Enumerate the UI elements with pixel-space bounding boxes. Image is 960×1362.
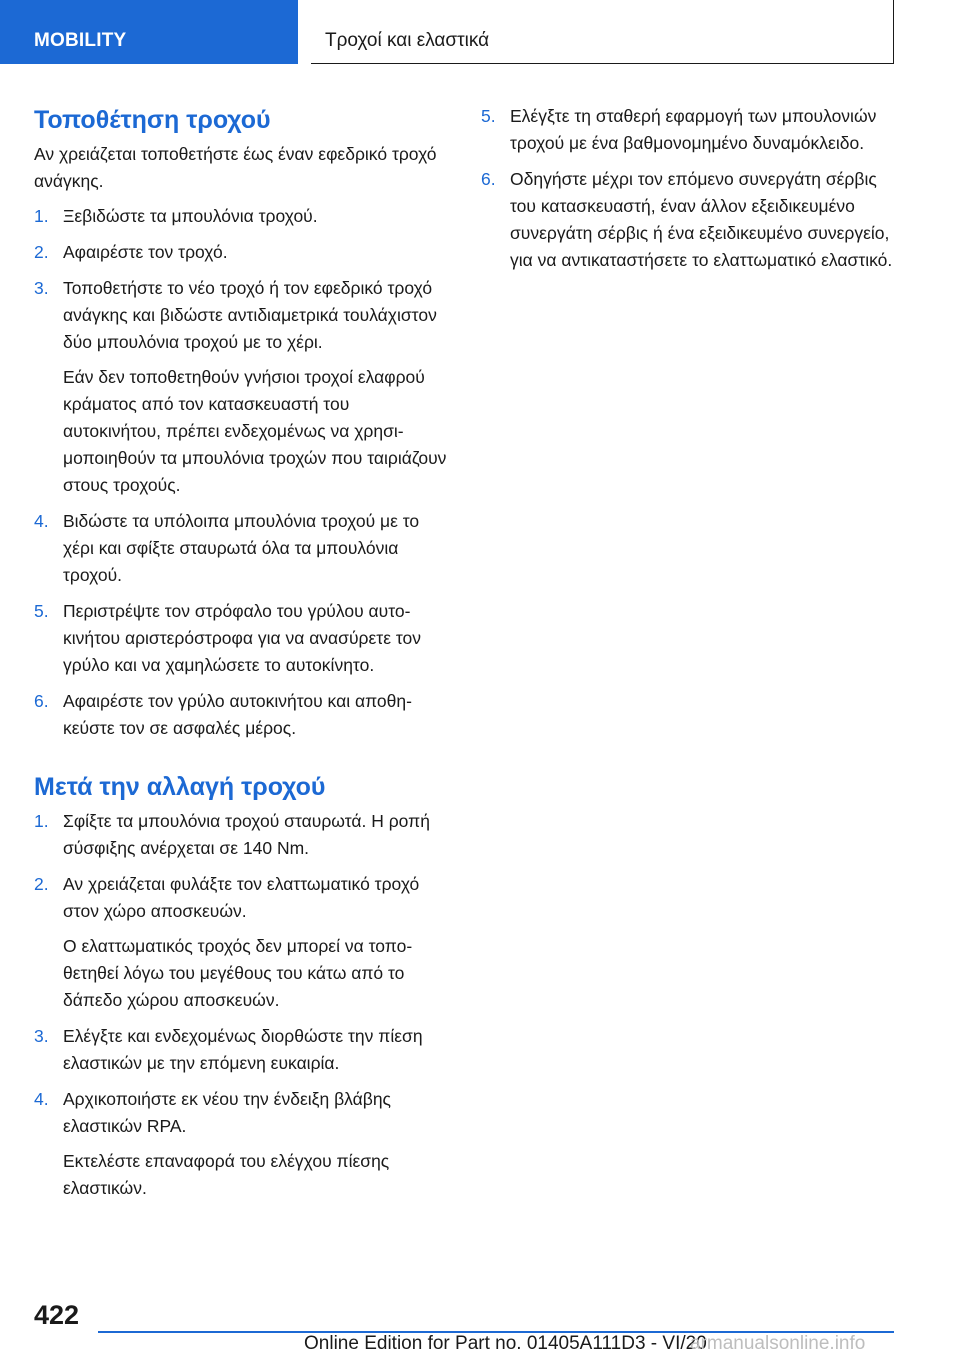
list-item — [34, 688, 450, 742]
after-change-steps-list-continued — [481, 103, 897, 274]
step-number: 4. — [34, 1089, 49, 1109]
section-tab-label: MOBILITY — [34, 30, 127, 51]
list-item — [34, 239, 450, 266]
step-number: 3. — [34, 278, 49, 298]
step-note: Ο ελαττωματικός τροχός δεν μπορεί να τοποθετηθεί λόγω του μεγέθους του κάτω από το δάπεδο χώρου αποσκευών. — [63, 936, 413, 1010]
step-number: 5. — [481, 106, 496, 126]
step-text: Ελέγξτε τη σταθερή εφαρμογή των μπουλονιών τροχού με ένα βαθμονομημένο δυναμόκλειδο. — [510, 106, 877, 153]
after-change-steps-list — [34, 808, 450, 1202]
edition-text: Online Edition for Part no. 01405A111D3 - VI/20 — [304, 1333, 707, 1354]
list-item — [34, 203, 450, 230]
list-item — [481, 103, 897, 157]
list-item — [34, 871, 450, 1014]
step-number: 3. — [34, 1026, 49, 1046]
step-text: Βιδώστε τα υπόλοιπα μπουλόνια τροχού με το χέρι και σφίξτε σταυρωτά όλα τα μπουλόνια τροχού. — [63, 511, 420, 585]
step-note: Εάν δεν τοποθετηθούν γνήσιοι τροχοί ελαφρού κράματος από τον κατασκευαστή του αυτοκινήτου, πρέπει ενδεχομένως να χρησιμοποιηθούν τα μπουλόνια τροχών που ταιριάζουν στους τροχούς. — [63, 367, 447, 495]
step-number: 5. — [34, 601, 49, 621]
section-heading-after-wheel-change: Μετά την αλλαγή τροχού — [34, 773, 326, 801]
section-intro: Αν χρειάζεται τοποθετήστε έως έναν εφεδρικό τροχό ανάγκης. — [34, 144, 437, 191]
step-text: Ξεβιδώστε τα μπουλόνια τροχού. — [63, 206, 318, 226]
step-number: 2. — [34, 874, 49, 894]
step-text: Αφαιρέστε τον τροχό. — [63, 242, 228, 262]
left-column — [34, 103, 450, 1211]
mounting-steps-list — [34, 203, 450, 742]
step-number: 2. — [34, 242, 49, 262]
list-item — [34, 1086, 450, 1202]
step-text: Σφίξτε τα μπουλόνια τροχού σταυρωτά. Η ροπή σύσφιξης ανέρχεται σε 140 Nm. — [63, 811, 430, 858]
list-item — [34, 508, 450, 589]
watermark-text: armanualsonline.info — [690, 1333, 866, 1354]
right-column — [481, 103, 897, 283]
step-text: Αν χρειάζεται φυλάξτε τον ελαττωματικό τροχό στον χώρο αποσκευών. — [63, 874, 420, 921]
step-number: 4. — [34, 511, 49, 531]
step-text: Αφαιρέστε τον γρύλο αυτοκινήτου και αποθηκεύστε τον σε ασφαλές μέρος. — [63, 691, 412, 738]
list-item — [34, 808, 450, 862]
list-item — [34, 1023, 450, 1077]
chapter-title-tab — [311, 0, 894, 64]
step-text: Περιστρέψτε τον στρόφαλο του γρύλου αυτοκινήτου αριστερόστροφα για να ανασύρετε τον γρύλο και να χαμηλώσετε το αυτοκίνητο. — [63, 601, 422, 675]
step-number: 6. — [34, 691, 49, 711]
step-number: 1. — [34, 811, 49, 831]
section-tab-mobility — [0, 0, 298, 64]
step-text: Τοποθετήστε το νέο τροχό ή τον εφεδρικό τροχό ανάγκης και βιδώστε αντιδιαμετρικά τουλάχιστον δύο μπουλόνια τροχού με το χέρι. — [63, 278, 437, 352]
list-item — [34, 598, 450, 679]
step-number: 6. — [481, 169, 496, 189]
step-text: Οδηγήστε μέχρι τον επόμενο συνεργάτη σέρβις του κατασκευαστή, έναν άλλον εξειδικευμένο συνεργάτη σέρβις ή ένα εξειδικευμένο συνεργείο, για να αντικαταστήσετε το ελαττωματικό ελαστικό. — [510, 169, 893, 270]
list-item — [34, 275, 450, 499]
list-item — [481, 166, 897, 274]
chapter-title: Τροχοί και ελαστικά — [325, 30, 490, 51]
page-number: 422 — [34, 1300, 80, 1330]
step-text: Ελέγξτε και ενδεχομένως διορθώστε την πίεση ελαστικών με την επόμενη ευκαιρία. — [63, 1026, 423, 1073]
section-heading-wheel-mounting: Τοποθέτηση τροχού — [34, 106, 271, 134]
step-text: Αρχικοποιήστε εκ νέου την ένδειξη βλάβης ελαστικών RPA. — [63, 1089, 391, 1136]
step-number: 1. — [34, 206, 49, 226]
step-note: Εκτελέστε επαναφορά του ελέγχου πίεσης ελαστικών. — [63, 1151, 390, 1198]
